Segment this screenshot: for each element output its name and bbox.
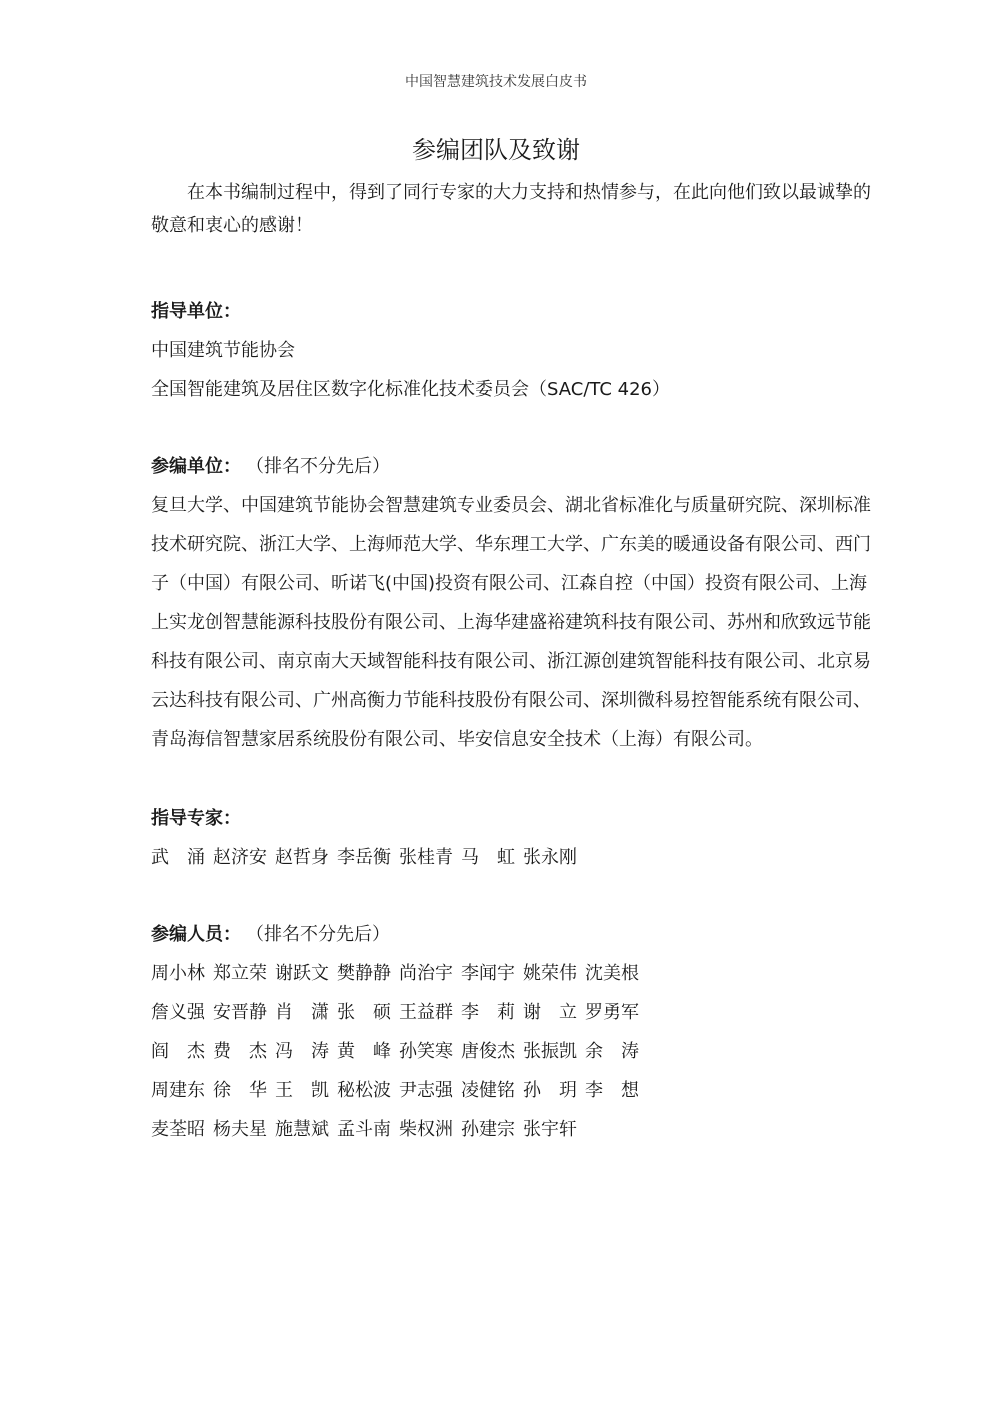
guidance-experts-row xyxy=(151,838,871,877)
participant-name: 罗勇军 xyxy=(585,1002,639,1023)
participant-name: 徐 华 xyxy=(213,1080,267,1101)
expert-name: 李岳衡 xyxy=(337,847,391,868)
guidance-units-section xyxy=(151,292,871,409)
guidance-unit-item: 全国智能建筑及居住区数字化标准化技术委员会（SAC/TC 426） xyxy=(151,379,670,400)
expert-name: 张桂青 xyxy=(399,847,453,868)
participant-name: 柴权洲 xyxy=(399,1119,453,1140)
participant-name: 李闻宇 xyxy=(461,963,515,984)
participants-heading: 参编人员： xyxy=(151,924,241,945)
expert-name: 赵哲身 xyxy=(275,847,329,868)
page-content xyxy=(151,176,871,1149)
participant-name: 尚治宇 xyxy=(399,963,453,984)
participant-name: 王 凯 xyxy=(275,1080,329,1101)
participating-units-heading: 参编单位： xyxy=(151,456,241,477)
participants-note: （排名不分先后） xyxy=(255,924,390,945)
guidance-experts-section xyxy=(151,799,871,877)
participant-name: 黄 峰 xyxy=(337,1041,391,1062)
participant-name: 凌健铭 xyxy=(461,1080,515,1101)
expert-name: 马 虹 xyxy=(461,847,515,868)
participant-name: 李 想 xyxy=(585,1080,639,1101)
guidance-unit-item: 中国建筑节能协会 xyxy=(151,340,295,361)
participant-name: 孙建宗 xyxy=(461,1119,515,1140)
participant-name: 麦荃昭 xyxy=(151,1119,205,1140)
running-header: 中国智慧建筑技术发展白皮书 xyxy=(405,74,587,90)
expert-name: 武 涌 xyxy=(151,847,205,868)
participant-name: 周小林 xyxy=(151,963,205,984)
participants-row xyxy=(151,1032,871,1071)
expert-name: 张永刚 xyxy=(523,847,577,868)
guidance-experts-heading: 指导专家： xyxy=(151,808,241,829)
participant-name: 谢跃文 xyxy=(275,963,329,984)
participant-name: 施慧斌 xyxy=(275,1119,329,1140)
participant-name: 詹义强 xyxy=(151,1002,205,1023)
participant-name: 郑立荣 xyxy=(213,963,267,984)
participant-name: 张振凯 xyxy=(523,1041,577,1062)
participant-name: 孙笑寒 xyxy=(399,1041,453,1062)
participant-name: 杨夫星 xyxy=(213,1119,267,1140)
participant-name: 张 硕 xyxy=(337,1002,391,1023)
participating-units-note: （排名不分先后） xyxy=(255,456,390,477)
participant-name: 冯 涛 xyxy=(275,1041,329,1062)
participant-name: 阎 杰 xyxy=(151,1041,205,1062)
expert-name: 赵济安 xyxy=(213,847,267,868)
participants-section xyxy=(151,915,871,1149)
participants-row xyxy=(151,954,871,993)
participant-name: 王益群 xyxy=(399,1002,453,1023)
participant-name: 费 杰 xyxy=(213,1041,267,1062)
participant-name: 孟斗南 xyxy=(337,1119,391,1140)
participating-units-section xyxy=(151,447,871,759)
participant-name: 余 涛 xyxy=(585,1041,639,1062)
participant-name: 孙 玥 xyxy=(523,1080,577,1101)
participant-name: 尹志强 xyxy=(399,1080,453,1101)
participant-name: 张宇轩 xyxy=(523,1119,577,1140)
page-title: 参编团队及致谢 xyxy=(412,136,580,164)
guidance-units-heading: 指导单位： xyxy=(151,301,241,322)
intro-paragraph: 在本书编制过程中，得到了同行专家的大力支持和热情参与，在此向他们致以最诚挚的敬意和衷心的感谢！ xyxy=(151,182,871,236)
participating-units-list: 复旦大学、中国建筑节能协会智慧建筑专业委员会、湖北省标准化与质量研究院、深圳标准技术研究院、浙江大学、上海师范大学、华东理工大学、广东美的暖通设备有限公司、西门子（中国）有限公司、昕诺飞(中国)投资有限公司、江森自控（中国）投资有限公司、上海上实龙创智慧能源科技股份有限公司、上海华建盛裕建筑科技有限公司、苏州和欣致远节能科技有限公司、南京南大天域智能科技有限公司、浙江源创建筑智能科技有限公司、北京易云达科技有限公司、广州高衡力节能科技股份有限公司、深圳微科易控智能系统有限公司、青岛海信智慧家居系统股份有限公司、毕安信息安全技术（上海）有限公司。 xyxy=(151,495,871,750)
participant-name: 沈美根 xyxy=(585,963,639,984)
participant-name: 周建东 xyxy=(151,1080,205,1101)
participants-row xyxy=(151,1071,871,1110)
participant-name: 肖 潇 xyxy=(275,1002,329,1023)
participant-name: 唐俊杰 xyxy=(461,1041,515,1062)
participant-name: 姚荣伟 xyxy=(523,963,577,984)
participant-name: 樊静静 xyxy=(337,963,391,984)
participant-name: 秘松波 xyxy=(337,1080,391,1101)
participants-row xyxy=(151,1110,871,1149)
participant-name: 李 莉 xyxy=(461,1002,515,1023)
participant-name: 谢 立 xyxy=(523,1002,577,1023)
participants-row xyxy=(151,993,871,1032)
participant-name: 安晋静 xyxy=(213,1002,267,1023)
